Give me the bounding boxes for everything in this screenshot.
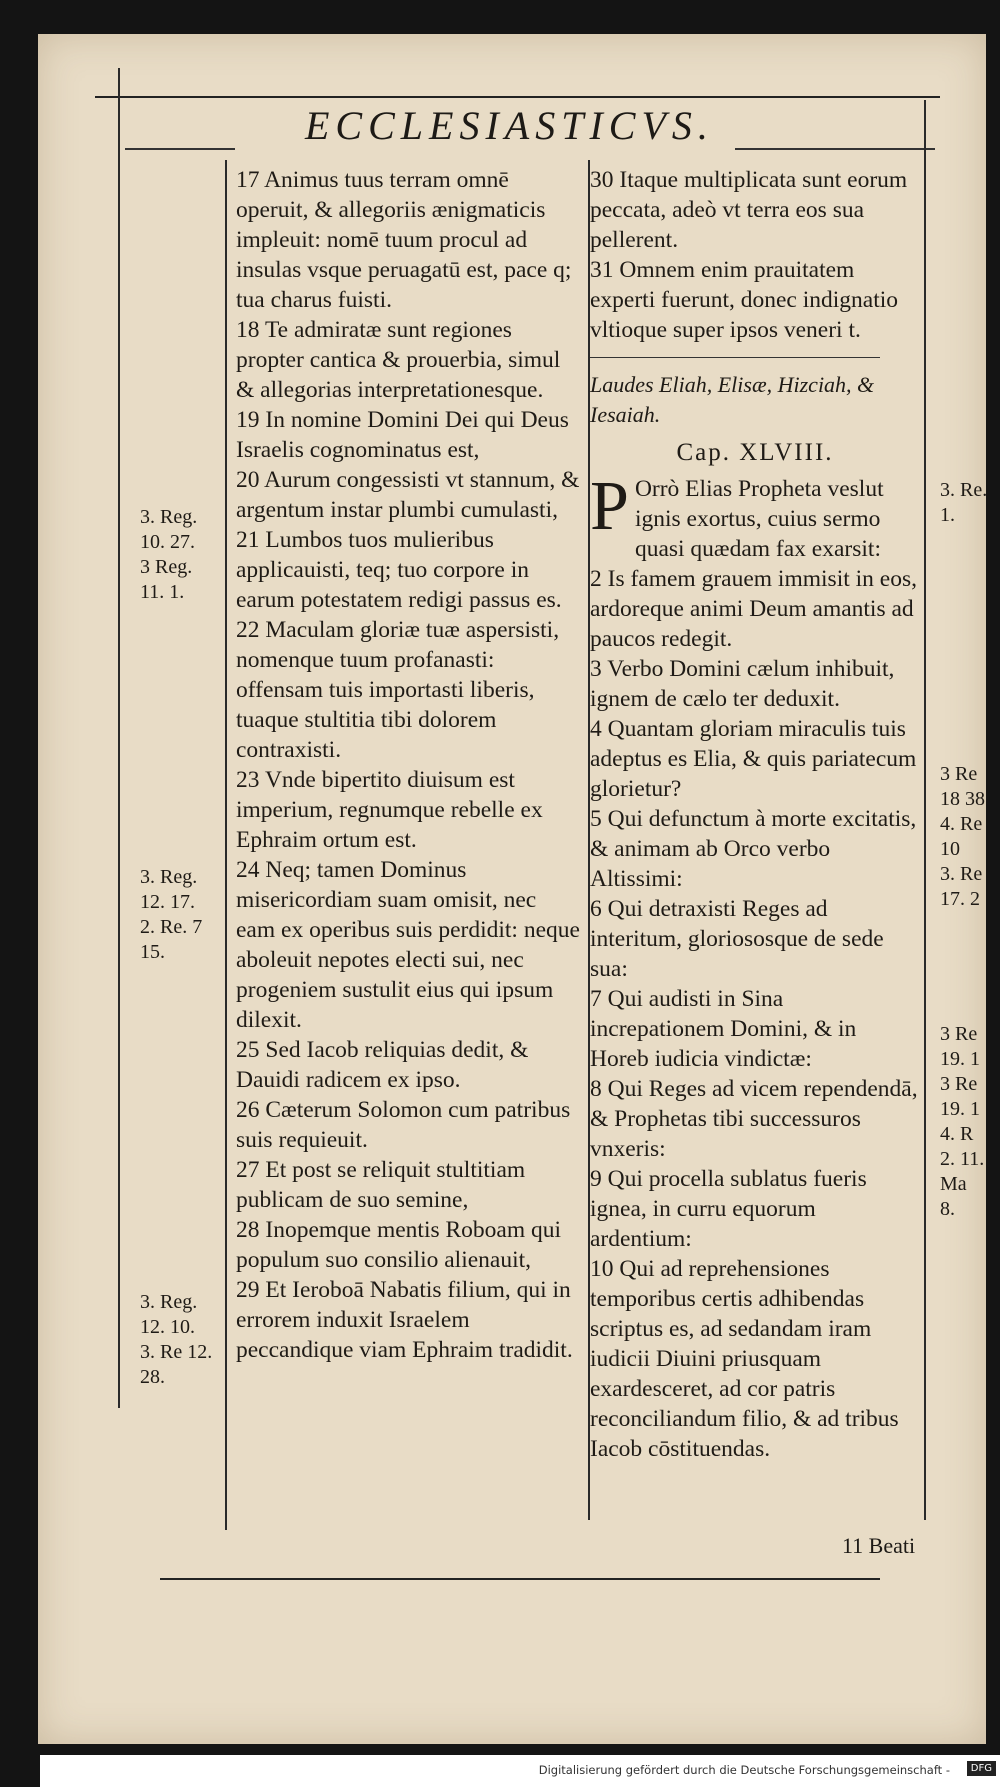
verse: 23 Vnde bipertito diuisum est imperium, regnumque rebelle ex Ephraim ortum est. [236, 767, 543, 853]
margin-note: 8. [940, 1198, 955, 1220]
margin-note: 11. 1. [140, 581, 185, 603]
margin-note-group [940, 478, 987, 528]
margin-note-group [940, 762, 985, 912]
verse: 17 Animus tuus terram omnē operuit, & allegoriis ænigmaticis impleuit: nomē tuum procul ad insulas vsque peruagatū est, pace q; tua charus fuisti. [236, 167, 572, 313]
dfg-logo: DFG [967, 1761, 996, 1776]
chapter-summary: Laudes Eliah, Elisæ, Hizciah, & Iesaiah. [590, 372, 875, 427]
margin-note: 2. 11. [940, 1148, 985, 1170]
verse: 10 Qui ad reprehensiones temporibus certis adhibendas scriptus es, ad sedandam iram iudicii Diuini priusquam exardesceret, ad cor patris reconciliandum filio, & ad tribus Iacob cōstituendas. [590, 1256, 899, 1462]
margin-note: 1. [940, 504, 955, 526]
header-rule-left [125, 148, 235, 150]
verse: 22 Maculam gloriæ tuæ aspersisti, nomenque tuum profanasti: offensam tuis importasti liberis, tuaque stultitia tibi dolorem contraxisti. [236, 617, 560, 763]
header-rule [95, 96, 940, 98]
margin-note: 10. 27. [140, 531, 195, 553]
margin-note: 28. [140, 1366, 165, 1388]
text-column-right [590, 165, 920, 1464]
section-rule [590, 357, 880, 358]
verse: 31 Omnem enim prauitatem experti fuerunt, donec indignatio vltioque super ipsos veneri t. [590, 257, 899, 343]
margin-note-group [140, 865, 202, 965]
verse: 4 Quantam gloriam miraculis tuis adeptus es Elia, & quis pariatecum glorietur? [590, 716, 917, 802]
verse-first [590, 468, 920, 564]
verse: 9 Qui procella sublatus fueris ignea, in curru equorum ardentium: [590, 1166, 867, 1252]
margin-note: 3 Re [940, 763, 978, 785]
margin-note: 3. Re. [940, 479, 988, 501]
verse: 3 Verbo Domini cælum inhibuit, ignem de cælo ter deduxit. [590, 656, 895, 712]
margin-note: 15. [140, 941, 165, 963]
verse: 21 Lumbos tuos mulieribus applicauisti, teq; tuo corpore in earum potestatem redigi passus es. [236, 527, 562, 613]
margin-note: 19. 1 [940, 1098, 980, 1120]
verse: 26 Cæterum Solomon cum patribus suis requieuit. [236, 1097, 571, 1153]
catchword: 11 Beati [842, 1533, 916, 1558]
margin-note: 3. Reg. [140, 1291, 198, 1313]
column-rule-left [225, 160, 227, 1530]
header-rule-right [735, 148, 935, 150]
margin-note: 2. Re. 7 [140, 916, 203, 938]
margin-note-group [940, 1022, 984, 1222]
margin-note: 4. R [940, 1123, 974, 1145]
margin-note: 19. 1 [940, 1048, 980, 1070]
page-title: ECCLESIASTICVS. [305, 103, 714, 148]
margin-note: 18 38 [940, 788, 985, 810]
margin-note-group [140, 1290, 212, 1390]
margin-note: 3 Reg. [140, 556, 193, 578]
verse: 7 Qui audisti in Sina increpationem Domini, & in Horeb iudicia vindictæ: [590, 986, 857, 1072]
verse-text: Orrò Elias Propheta veslut ignis exortus, cuius sermo quasi quædam fax exarsit: [634, 476, 884, 562]
margin-note: 12. 10. [140, 1316, 195, 1338]
margin-note-group [140, 505, 197, 605]
margin-note: 3. Reg. [140, 866, 198, 888]
chapter-heading: Cap. XLVIII. [676, 439, 834, 466]
margin-note: 3. Reg. [140, 506, 198, 528]
outer-left-rule [118, 68, 120, 1408]
verse: 29 Et Ieroboā Nabatis filium, qui in errorem induxit Israelem peccandique viam Ephraim tradidit. [236, 1277, 573, 1363]
verse: 5 Qui defunctum à morte excitatis, & animam ab Orco verbo Altissimi: [590, 806, 917, 892]
margin-note: Ma [940, 1173, 967, 1195]
margin-note: 12. 17. [140, 891, 195, 913]
margin-note: 3. Re 12. [140, 1341, 213, 1363]
verse: 20 Aurum congessisti vt stannum, & argentum instar plumbi cumulasti, [236, 467, 580, 523]
margin-note: 3. Re [940, 863, 983, 885]
verse: 24 Neq; tamen Dominus misericordiam suam omisit, nec eam ex operibus suis perdidit: neque aboleuit nepotes electi sui, nec progeniem sustulit eius qui ipsum dilexit. [236, 857, 580, 1033]
footer-credit: Digitalisierung gefördert durch die Deutsche Forschungsgemeinschaft - [538, 1763, 950, 1777]
margin-note: 10 [940, 838, 960, 860]
margin-note: 3 Re [940, 1023, 978, 1045]
margin-note: 17. 2 [940, 888, 980, 910]
verse: 2 Is famem grauem immisit in eos, ardoreque animi Deum amantis ad paucos redegit. [590, 566, 917, 652]
verse: 19 In nomine Domini Dei qui Deus Israelis cognominatus est, [236, 407, 569, 463]
digitization-footer [40, 1755, 1000, 1787]
text-column-left [236, 165, 581, 1365]
footer-rule [160, 1578, 880, 1580]
verse: 6 Qui detraxisti Reges ad interitum, gloriososque de sede sua: [590, 896, 884, 982]
verse: 18 Te admiratæ sunt regiones propter cantica & prouerbia, simul & allegorias interpretationesque. [236, 317, 561, 403]
verse: 28 Inopemque mentis Roboam qui populum suo consilio alienauit, [236, 1217, 562, 1273]
column-rule-right [924, 100, 926, 1520]
verse: 8 Qui Reges ad vicem rependendā, & Prophetas tibi successuros vnxeris: [590, 1076, 918, 1162]
drop-cap: P [590, 468, 629, 545]
running-header [95, 70, 940, 150]
verse: 27 Et post se reliquit stultitiam publicam de suo semine, [236, 1157, 526, 1213]
verse: 25 Sed Iacob reliquias dedit, & Dauidi radicem ex ipso. [236, 1037, 529, 1093]
verse: 30 Itaque multiplicata sunt eorum peccata, adeò vt terra eos sua pellerent. [590, 167, 908, 253]
margin-note: 4. Re [940, 813, 983, 835]
margin-note: 3 Re [940, 1073, 978, 1095]
